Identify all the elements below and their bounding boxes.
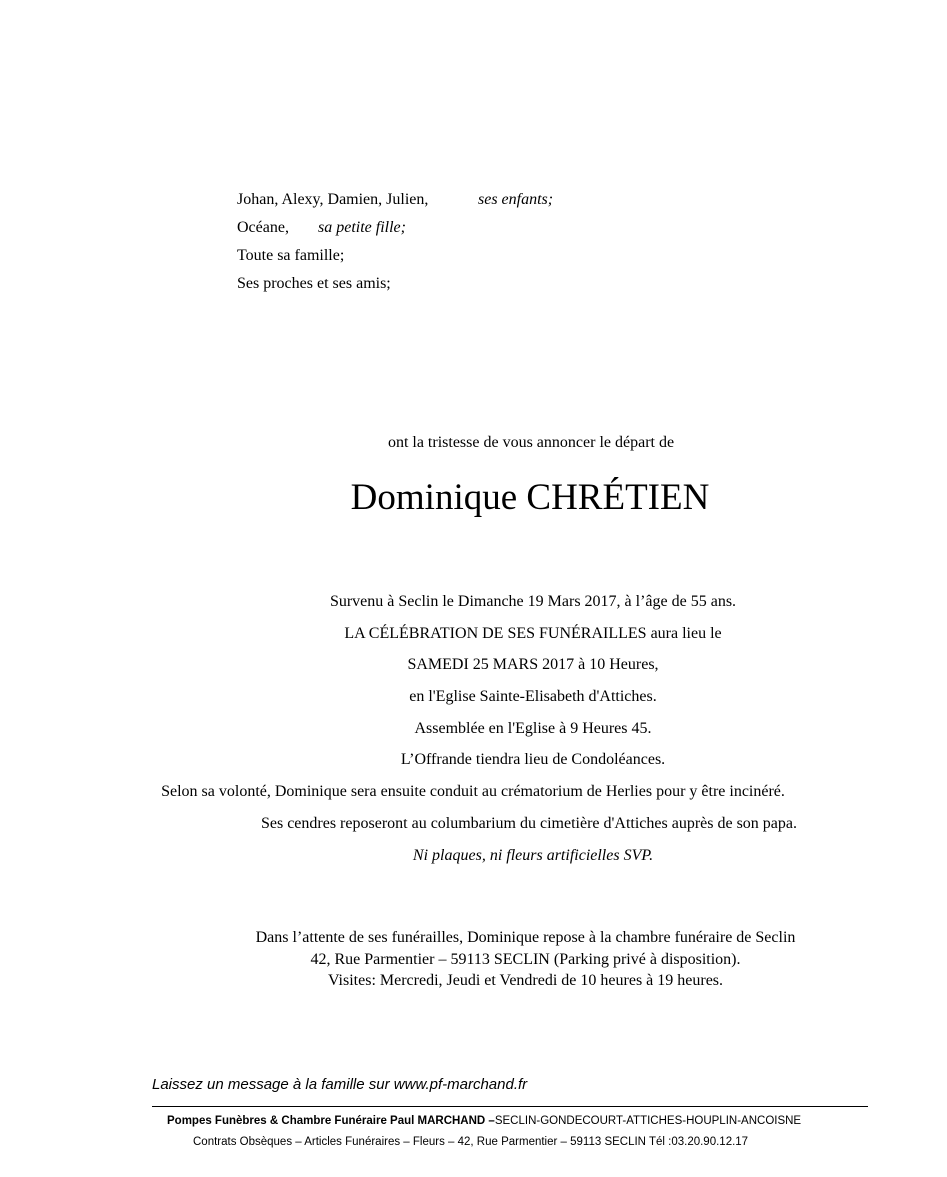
family-line: Toute sa famille; bbox=[237, 247, 345, 264]
wake-line-1: Dans l’attente de ses funérailles, Dominique repose à la chambre funéraire de Seclin bbox=[255, 929, 796, 946]
detail-columbarium: Ses cendres reposeront au columbarium du cimetière d'Attiches auprès de son papa. bbox=[260, 814, 798, 832]
wake-info bbox=[0, 927, 947, 992]
detail-cremation: Selon sa volonté, Dominique sera ensuite conduit au crématorium de Herlies pour y être incinéré. bbox=[161, 783, 785, 801]
detail-death: Survenu à Seclin le Dimanche 19 Mars 2017, à l’âge de 55 ans. bbox=[329, 593, 737, 610]
wake-line-3: Visites: Mercredi, Jeudi et Vendredi de 10 heures à 19 heures. bbox=[327, 972, 724, 989]
granddaughter-role: sa petite fille; bbox=[318, 219, 406, 236]
footer-divider bbox=[152, 1106, 868, 1107]
footer-company bbox=[167, 1113, 801, 1129]
company-name: Pompes Funèbres & Chambre Funéraire Paul MARCHAND – bbox=[167, 1115, 495, 1127]
company-towns: SECLIN-GONDECOURT-ATTICHES-HOUPLIN-ANCOISNE bbox=[494, 1115, 802, 1127]
detail-assembly: Assemblée en l'Eglise à 9 Heures 45. bbox=[414, 719, 652, 737]
children-names: Johan, Alexy, Damien, Julien, bbox=[237, 191, 429, 208]
detail-church: en l'Eglise Sainte-Elisabeth d'Attiches. bbox=[409, 688, 657, 706]
wake-line-2: 42, Rue Parmentier – 59113 SECLIN (Parking privé à disposition). bbox=[310, 950, 741, 968]
friends-line: Ses proches et ses amis; bbox=[237, 275, 391, 292]
family-children-row bbox=[237, 190, 554, 218]
funeral-details bbox=[0, 592, 947, 877]
children-role: ses enfants; bbox=[478, 191, 554, 208]
family-list bbox=[237, 190, 554, 302]
family-granddaughter-row bbox=[237, 218, 428, 246]
footer-message: Laissez un message à la famille sur www.pf-marchand.fr bbox=[152, 1076, 528, 1093]
footer-services: Contrats Obsèques – Articles Funéraires – Fleurs – 42, Rue Parmentier – 59113 SECLIN Tél :03.20.90.12.17 bbox=[193, 1136, 749, 1148]
detail-celebration: LA CÉLÉBRATION DE SES FUNÉRAILLES aura lieu le bbox=[344, 624, 722, 642]
deceased-name: Dominique CHRÉTIEN bbox=[350, 477, 710, 518]
detail-date: SAMEDI 25 MARS 2017 à 10 Heures, bbox=[407, 656, 659, 674]
announcement-intro: ont la tristesse de vous annoncer le départ de bbox=[387, 434, 675, 451]
detail-no-flowers: Ni plaques, ni fleurs artificielles SVP. bbox=[412, 846, 654, 864]
detail-offering: L’Offrande tiendra lieu de Condoléances. bbox=[400, 751, 666, 769]
granddaughter-name: Océane, bbox=[237, 219, 289, 236]
